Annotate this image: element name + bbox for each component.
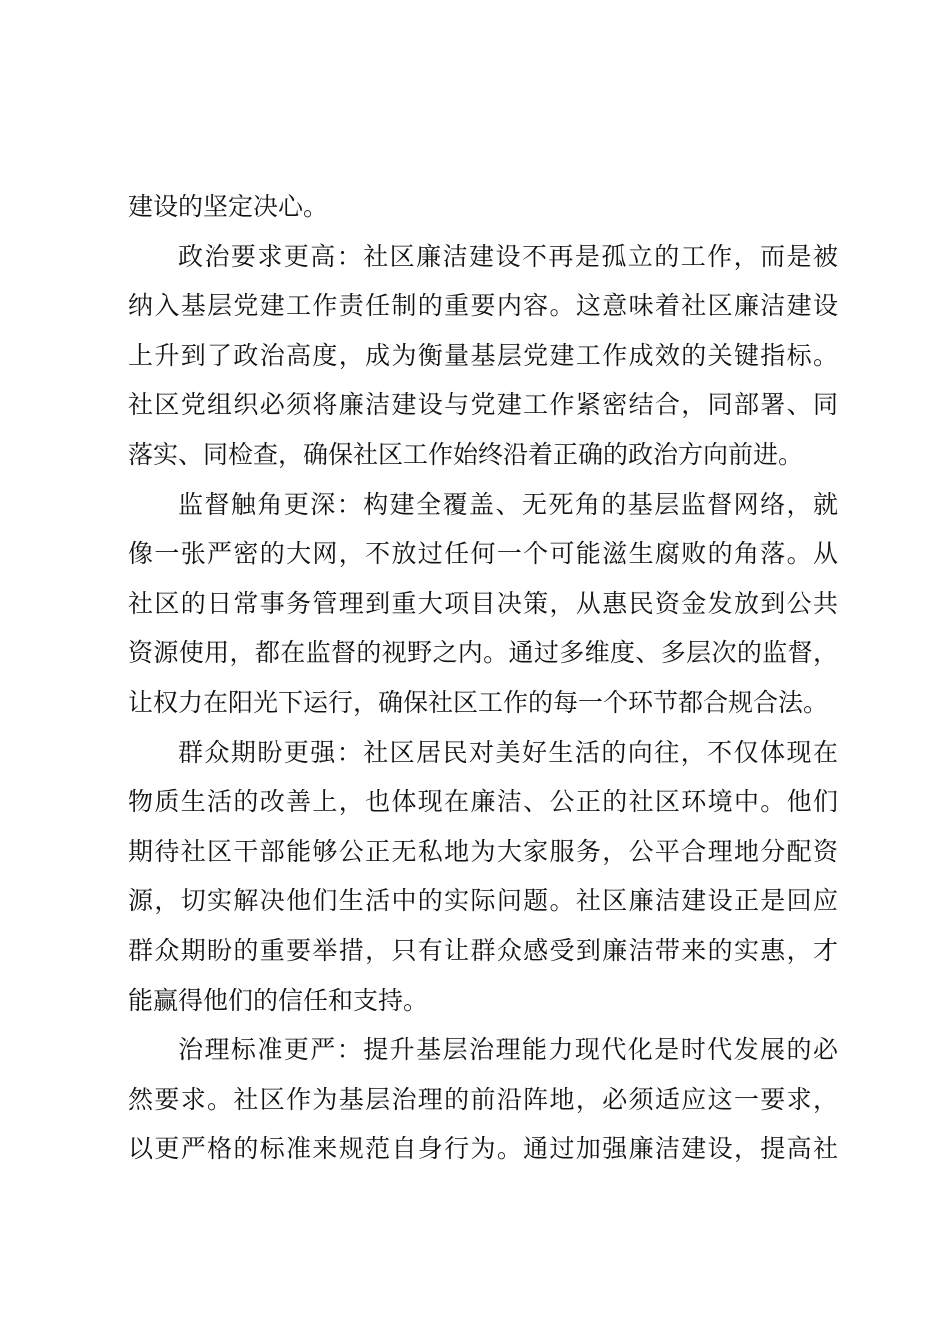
text-line: 群众期盼更强：社区居民对美好生活的向往，不仅体现在 <box>178 737 838 767</box>
text-line: 期待社区干部能够公正无私地为大家服务，公平合理地分配资 <box>128 836 838 866</box>
text-line: 源，切实解决他们生活中的实际问题。社区廉洁建设正是回应 <box>128 886 838 916</box>
text-line: 资源使用，都在监督的视野之内。通过多维度、多层次的监督， <box>128 638 838 668</box>
body-text <box>128 182 838 1174</box>
text-line: 然要求。社区作为基层治理的前沿阵地，必须适应这一要求， <box>128 1084 838 1114</box>
text-line: 治理标准更严：提升基层治理能力现代化是时代发展的必 <box>178 1035 838 1065</box>
text-line: 建设的坚定决心。 <box>128 192 329 221</box>
text-line: 让权力在阳光下运行，确保社区工作的每一个环节都合规合法。 <box>128 687 829 717</box>
text-line: 上升到了政治高度，成为衡量基层党建工作成效的关键指标。 <box>128 340 838 370</box>
text-line: 社区党组织必须将廉洁建设与党建工作紧密结合，同部署、同 <box>128 390 838 420</box>
text-line: 政治要求更高：社区廉洁建设不再是孤立的工作，而是被 <box>178 241 838 271</box>
text-line: 能赢得他们的信任和支持。 <box>128 985 429 1015</box>
text-line: 监督触角更深：构建全覆盖、无死角的基层监督网络，就 <box>178 489 838 519</box>
text-line: 纳入基层党建工作责任制的重要内容。这意味着社区廉洁建设 <box>128 291 838 321</box>
text-line: 社区的日常事务管理到重大项目决策，从惠民资金发放到公共 <box>128 588 838 618</box>
text-line: 群众期盼的重要举措，只有让群众感受到廉洁带来的实惠，才 <box>128 935 838 965</box>
text-line: 像一张严密的大网，不放过任何一个可能滋生腐败的角落。从 <box>128 539 838 569</box>
text-line: 落实、同检查，确保社区工作始终沿着正确的政治方向前进。 <box>128 439 804 469</box>
text-line: 物质生活的改善上，也体现在廉洁、公正的社区环境中。他们 <box>128 787 838 817</box>
text-line: 以更严格的标准来规范自身行为。通过加强廉洁建设，提高社 <box>128 1134 838 1164</box>
